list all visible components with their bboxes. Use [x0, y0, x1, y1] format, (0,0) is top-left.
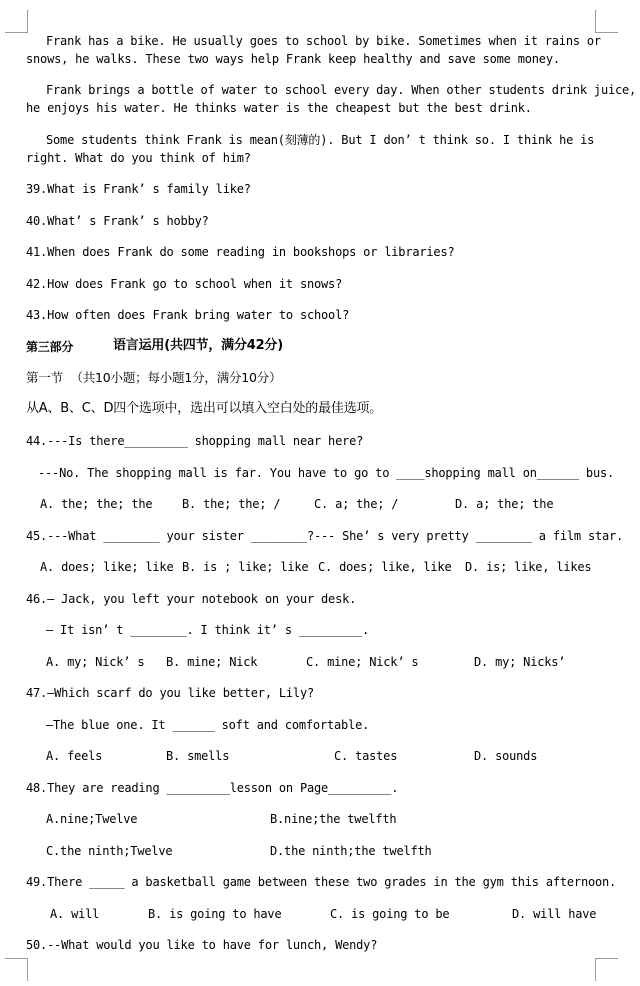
section-title: 语言运用(共四节，满分42分): [113, 338, 283, 353]
question-46-stem: 46.— Jack, you left your notebook on your desk.: [26, 592, 357, 606]
question-45-options: [0, 559, 640, 575]
option-d: D. my; Nicks’: [474, 655, 566, 669]
passage-line: Some students think Frank is mean(刻薄的). But I don’ t think so. I think he is: [46, 133, 595, 147]
question-44-stem: 44.---Is there_________ shopping mall near here?: [26, 434, 364, 448]
passage-line: snows, he walks. These two ways help Frank keep healthy and save some money.: [26, 52, 560, 66]
question-40: 40.What’ s Frank’ s hobby?: [26, 214, 209, 228]
passage-line: Frank has a bike. He usually goes to school by bike. Sometimes when it rains or: [46, 34, 601, 48]
question-50-stem: 50.--What would you like to have for lunch, Wendy?: [26, 938, 378, 952]
question-46-reply: — It isn’ t ________. I think it’ s _________.: [46, 623, 370, 637]
option-d: D. will have: [512, 907, 597, 921]
question-42: 42.How does Frank go to school when it snows?: [26, 277, 343, 291]
option-a: A. feels: [46, 749, 103, 763]
section-instruction: 从A、B、C、D四个选项中，选出可以填入空白处的最佳选项。: [26, 401, 383, 416]
option-c: C.the ninth;Twelve: [46, 844, 173, 858]
option-b: B. mine; Nick: [166, 655, 258, 669]
section-part-label: 第三部分: [26, 340, 74, 354]
option-c: C. a; the; /: [314, 497, 399, 511]
option-d: D. a; the; the: [455, 497, 554, 511]
option-c: C. does; like, like: [318, 560, 452, 574]
option-a: A. the; the; the: [40, 497, 153, 511]
option-c: C. is going to be: [330, 907, 450, 921]
section-subtitle: 第一节 （共10小题；每小题1分，满分10分）: [26, 370, 282, 385]
option-c: C. tastes: [334, 749, 398, 763]
question-41: 41.When does Frank do some reading in bookshops or libraries?: [26, 245, 455, 259]
question-48-stem: 48.They are reading _________lesson on Page_________.: [26, 781, 399, 795]
option-d: D. sounds: [474, 749, 538, 763]
option-d: D. is; like, likes: [465, 560, 592, 574]
question-47-options: [0, 748, 640, 764]
option-c: C. mine; Nick’ s: [306, 655, 419, 669]
passage-line: Frank brings a bottle of water to school every day. When other students drink juice,: [46, 83, 637, 97]
option-a: A. will: [50, 907, 100, 921]
option-b: B. is going to have: [148, 907, 282, 921]
passage-line: he enjoys his water. He thinks water is the cheapest but the best drink.: [26, 101, 532, 115]
passage-line: right. What do you think of him?: [26, 151, 251, 165]
option-b: B. the; the; /: [182, 497, 281, 511]
question-46-options: [0, 654, 640, 670]
question-47-reply: —The blue one. It ______ soft and comfortable.: [46, 718, 370, 732]
page-corner-mark: [5, 10, 28, 33]
option-a: A. does; like; like: [40, 560, 174, 574]
question-48-options-row-2: [0, 843, 640, 859]
page-corner-mark: [595, 10, 618, 33]
page-corner-mark: [595, 958, 618, 981]
option-b: B. smells: [166, 749, 230, 763]
question-48-options-row-1: [0, 811, 640, 827]
question-49-options: [0, 906, 640, 922]
question-39: 39.What is Frank’ s family like?: [26, 182, 251, 196]
question-43: 43.How often does Frank bring water to school?: [26, 308, 350, 322]
question-44-options: [0, 496, 640, 512]
option-d: D.the ninth;the twelfth: [270, 844, 432, 858]
option-a: A.nine;Twelve: [46, 812, 138, 826]
question-49-stem: 49.There _____ a basketball game between these two grades in the gym this afternoon.: [26, 875, 617, 889]
question-45-stem: 45.---What ________ your sister ________?--- She’ s very pretty ________ a film star.: [26, 529, 624, 543]
option-a: A. my; Nick’ s: [46, 655, 145, 669]
question-44-reply: ---No. The shopping mall is far. You have to go to ____shopping mall on______ bus.: [38, 466, 615, 480]
option-b: B. is ; like; like: [182, 560, 309, 574]
option-b: B.nine;the twelfth: [270, 812, 397, 826]
question-47-stem: 47.—Which scarf do you like better, Lily?: [26, 686, 315, 700]
